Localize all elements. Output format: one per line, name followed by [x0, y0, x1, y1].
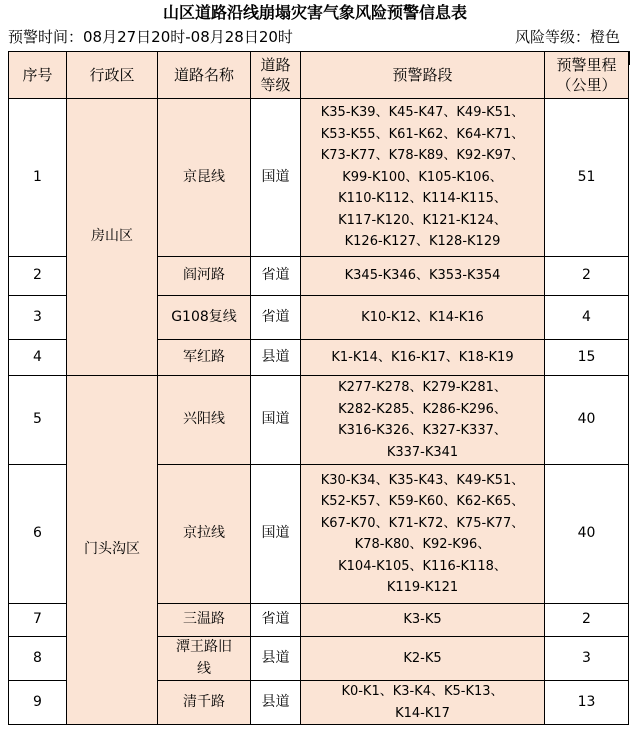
segment-line: K73-K77、K78-K89、K92-K97、 [320, 148, 525, 164]
header-row [9, 52, 629, 99]
cell-road-name: 阎河路 [158, 257, 251, 296]
cell-road-name: 军红路 [158, 340, 251, 376]
header-road-name: 道路名称 [158, 52, 251, 99]
cell-segments [301, 681, 545, 725]
table-row [9, 99, 629, 257]
cell-road-name: 京昆线 [158, 99, 251, 257]
cell-seq: 8 [9, 637, 67, 681]
cell-seq: 6 [9, 465, 67, 604]
segment-line: K316-K326、K327-K337、 [338, 423, 507, 438]
cell-road-grade: 国道 [251, 99, 301, 257]
cell-road-name: 潭王路旧线 [158, 637, 251, 681]
cell-segments [301, 637, 545, 681]
segment-line: K337-K341 [386, 444, 459, 460]
cell-segments [301, 340, 545, 376]
segment-line: K78-K80、K92-K96、 [354, 537, 491, 552]
page-title: 山区道路沿线崩塌灾害气象风险预警信息表 [162, 3, 467, 22]
cell-segments [301, 257, 545, 296]
cell-road-grade: 县道 [251, 681, 301, 725]
cell-segments [301, 376, 545, 465]
segment-line: K35-K39、K45-K47、K49-K51、 [320, 105, 525, 121]
cell-mileage: 51 [545, 99, 629, 257]
risk-level: 风险等级：橙色 [514, 28, 620, 46]
header-mileage: 预警里程（公里） [545, 52, 629, 99]
cell-road-name: 三温路 [158, 604, 251, 637]
cell-segments [301, 465, 545, 604]
segment-line: K3-K5 [403, 612, 442, 628]
segment-line: K277-K278、K279-K281、 [338, 380, 507, 395]
segment-line: K52-K57、K59-K60、K62-K65、 [320, 494, 525, 509]
cell-mileage: 2 [545, 604, 629, 637]
cell-mileage: 13 [545, 681, 629, 725]
cell-road-grade: 国道 [251, 465, 301, 604]
cell-seq: 5 [9, 376, 67, 465]
cell-road-grade: 省道 [251, 296, 301, 340]
cell-road-name: 清千路 [158, 681, 251, 725]
cell-road-grade: 县道 [251, 340, 301, 376]
header-segments: 预警路段 [301, 52, 545, 99]
cell-segments [301, 99, 545, 257]
cell-seq: 3 [9, 296, 67, 340]
cell-road-grade: 县道 [251, 637, 301, 681]
segment-line: K119-K121 [386, 580, 459, 595]
segment-line: K2-K5 [403, 650, 442, 666]
cell-mileage: 3 [545, 637, 629, 681]
cell-seq: 4 [9, 340, 67, 376]
cell-mileage: 40 [545, 376, 629, 465]
cell-road-name: 兴阳线 [158, 376, 251, 465]
cell-road-grade: 省道 [251, 604, 301, 637]
cell-mileage: 2 [545, 257, 629, 296]
cell-seq: 7 [9, 604, 67, 637]
cell-segments [301, 604, 545, 637]
cell-seq: 9 [9, 681, 67, 725]
cell-mileage: 40 [545, 465, 629, 604]
segment-line: K14-K17 [395, 705, 450, 721]
segment-line: K0-K1、K3-K4、K5-K13、 [341, 684, 504, 699]
segment-line: K117-K120、K121-K124、 [338, 212, 507, 228]
header-road-grade: 道路等级 [251, 52, 301, 99]
warning-table [8, 51, 629, 725]
cell-mileage: 4 [545, 296, 629, 340]
cell-road-name: G108复线 [158, 296, 251, 340]
cell-segments [301, 296, 545, 340]
cell-seq: 2 [9, 257, 67, 296]
table-row [9, 376, 629, 465]
cell-mileage: 15 [545, 340, 629, 376]
segment-line: K1-K14、K16-K17、K18-K19 [331, 349, 514, 365]
segment-line: K30-K34、K35-K43、K49-K51、 [320, 472, 525, 488]
header-seq: 序号 [9, 52, 67, 99]
cell-district: 门头沟区 [67, 376, 158, 725]
segment-line: K67-K70、K71-K72、K75-K77、 [320, 515, 525, 531]
header-district: 行政区 [67, 52, 158, 99]
segment-line: K53-K55、K61-K62、K64-K71、 [320, 126, 525, 142]
cell-road-grade: 省道 [251, 257, 301, 296]
segment-line: K282-K285、K286-K296、 [338, 401, 507, 417]
segment-line: K345-K346、K353-K354 [344, 268, 501, 284]
cell-district: 房山区 [67, 99, 158, 376]
segment-line: K126-K127、K128-K129 [344, 234, 501, 250]
segment-line: K110-K112、K114-K115、 [338, 191, 507, 207]
cell-road-grade: 国道 [251, 376, 301, 465]
segment-line: K99-K100、K105-K106、 [342, 169, 503, 185]
cell-seq: 1 [9, 99, 67, 257]
segment-line: K10-K12、K14-K16 [361, 309, 484, 325]
warning-time: 预警时间：08月27日20时-08月28日20时 [8, 28, 293, 46]
segment-line: K104-K105、K116-K118、 [338, 558, 507, 574]
cell-road-name: 京拉线 [158, 465, 251, 604]
